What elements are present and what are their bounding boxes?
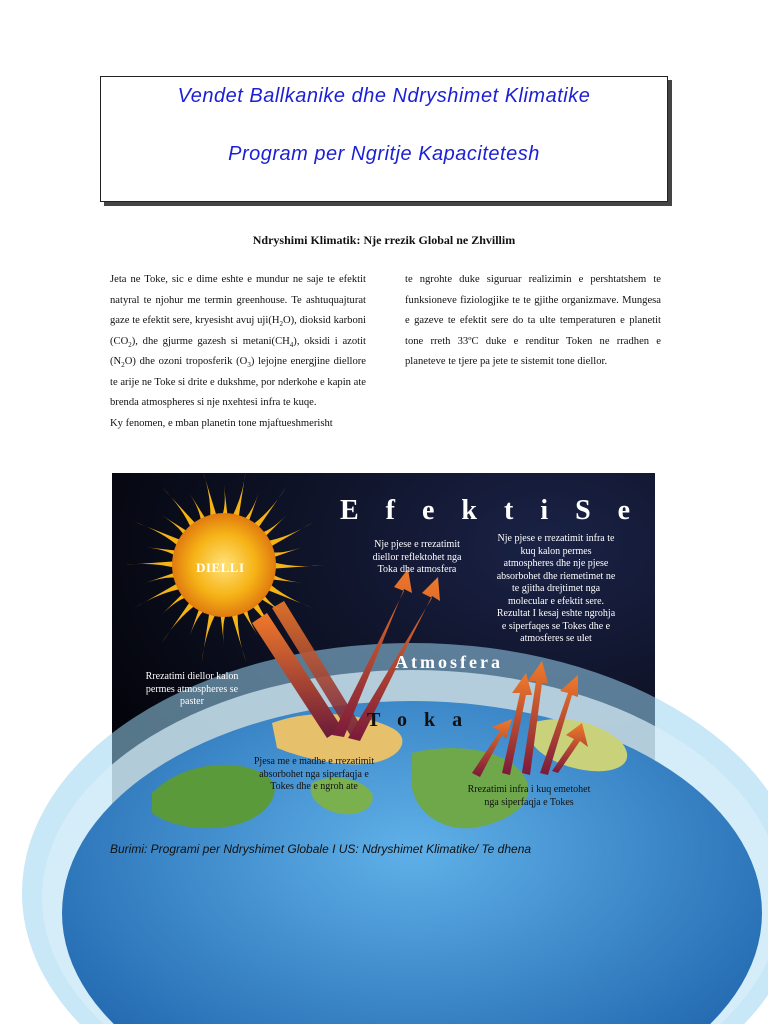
header-box xyxy=(100,76,668,202)
left-column xyxy=(110,270,366,434)
greenhouse-effect-figure xyxy=(112,473,719,836)
solar-pass-text: Rrezatimi diellor kalon permes atmospheres se paster xyxy=(145,671,239,707)
figure-title: E f e k t i S e r e xyxy=(340,495,719,526)
infrared-absorbed-text: Nje pjese e rrezatimit infra te kuq kalon permes atmospheres dhe nje pjese absorbohet dhe riemetimet ne te gjitha drejtimet nga molecular e efektit sere. Rezultat I kesaj eshte ngrohja e siperfaqes se Tokes dhe e atmosferes se ulet xyxy=(496,533,616,644)
left-paragraph-1: Jeta ne Toke, sic e dime eshte e mundur ne saje te efektit natyral te njohur me termin greenhouse. Te ashtuquajturat gaze te efektit sere, kryesisht avuj $uji(H_2O)$, dioksid karboni $(CO_2)$, dhe gjurme gazesh si $metani(CH_4)$, oksidi i azotit $(N_2O)$ dhe ozoni troposferik $(O_3)$ lejojne energjine diellore te arije ne Toke si drite e dukshme, por nderkohe e kapin ate brenda atmospheres si nje nxehtesi infra te kuqe. xyxy=(110,274,367,408)
figure-caption: Burimi: Programi per Ndryshimet Globale I US: Ndryshimet Klimatike/ Te dhena xyxy=(110,842,532,856)
sun-label: DIELLI xyxy=(196,560,245,575)
header-title: Vendet Ballkanike dhe Ndryshimet Klimatike xyxy=(177,85,591,107)
article-title: Ndryshimi Klimatik: Nje rrezik Global ne Zhvillim xyxy=(252,233,516,247)
atmosphere-label: Atmosfera xyxy=(395,652,503,672)
surface-absorbed-text: Pjesa me e madhe e rrezatimit absorbohet nga siperfaqja e Tokes dhe e ngroh ate xyxy=(253,756,375,792)
figure-artwork xyxy=(112,473,655,836)
infrared-emitted-text: Rrezatimi infra i kuq emetohet nga siperfaqja e Tokes xyxy=(467,784,591,808)
header-subtitle: Program per Ngritje Kapacitetesh xyxy=(228,143,540,165)
reflected-text: Nje pjese e rrezatimit diellor reflektohet nga Toka dhe atmosfera xyxy=(372,539,462,575)
right-column xyxy=(405,270,661,373)
earth-label: T o k a xyxy=(367,709,469,731)
left-paragraph-2: Ky fenomen, e mban planetin tone mjaftueshmerisht xyxy=(110,417,333,429)
right-paragraph-1: te ngrohte duke siguruar realizimin e pershtatshem te funksioneve fiziologjike te te gjithe organizmave. Mungesa e gazeve te efektit sere do ta ulte temperaturen e planetit tone rreth 33ºC duke e renditur Token ne rradhen e planeteve te tjere pa jete te sistemit tone diellor. xyxy=(405,274,661,367)
